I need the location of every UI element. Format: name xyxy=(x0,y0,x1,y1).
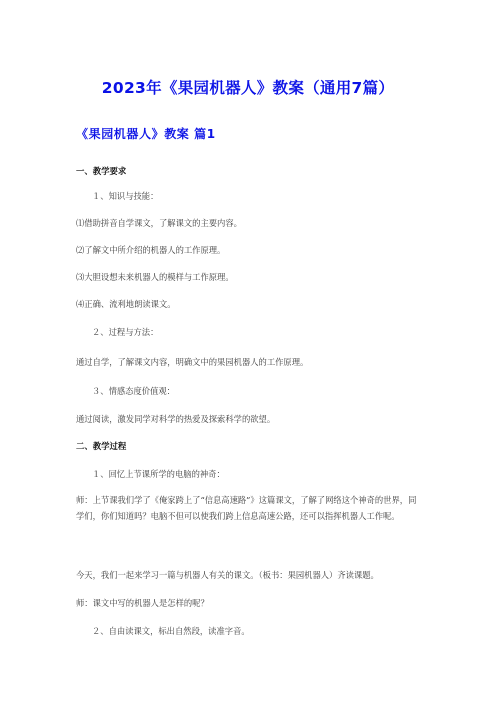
text-line: 通过阅读，激发同学对科学的热爱及探索科学的欲望。 xyxy=(76,414,276,424)
text-line: ⑷正确、流利地朗读课文。 xyxy=(76,299,176,309)
text-line: ２、自由读课文，标出自然段，读准字音。 xyxy=(92,626,250,636)
text-line: 今天，我们一起来学习一篇与机器人有关的课文。（板书：果园机器人）齐读课题。 xyxy=(76,570,379,580)
document-title: 2023年《果园机器人》教案（通用7篇） xyxy=(101,79,395,97)
text-line: ⑶大胆设想未来机器人的模样与工作原理。 xyxy=(76,272,234,282)
text-line: ３、情感态度价值观： xyxy=(92,386,175,396)
text-line: ⑵了解文中所介绍的机器人的工作原理。 xyxy=(76,245,226,255)
text-line: 通过自学，了解课文内容，明确文中的果园机器人的工作原理。 xyxy=(76,357,309,367)
section-subtitle: 《果园机器人》教案 篇1 xyxy=(76,127,216,141)
text-line: １、知识与技能： xyxy=(92,191,159,201)
text-line: １、回忆上节课所学的电脑的神奇： xyxy=(92,469,225,479)
paragraph: 师：上节课我们学了《俺家跨上了“信息高速路”》这篇课文，了解了网络这个神奇的世界，同学们，你们知道吗？电脑不但可以使我们跨上信息高速公路，还可以指挥机器人工作呢。 xyxy=(76,495,417,521)
section-heading: 二、教学过程 xyxy=(76,441,127,451)
section-heading: 一、教学要求 xyxy=(76,166,127,176)
text-line: ２、过程与方法： xyxy=(92,327,159,337)
text-line: 师：课文中写的机器人是怎样的呢？ xyxy=(76,598,209,608)
text-line: ⑴借助拼音自学课文，了解课文的主要内容。 xyxy=(76,218,242,228)
